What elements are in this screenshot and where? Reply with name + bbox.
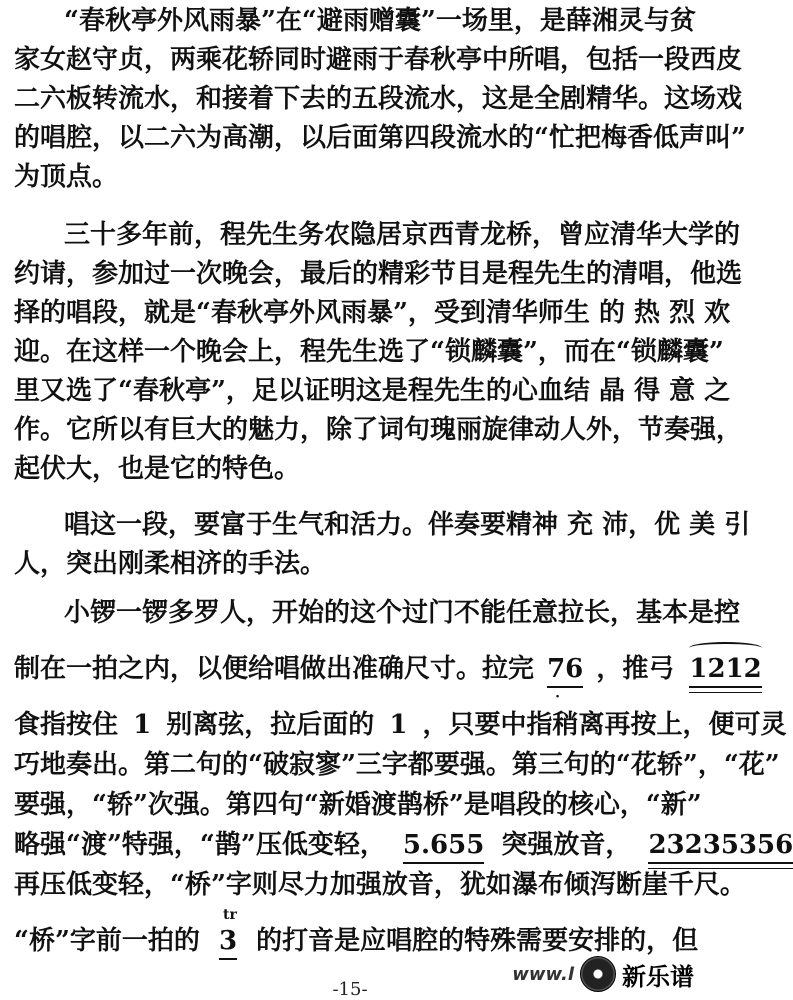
text-line-20 <box>14 828 793 864</box>
notation-1212-digits: 1212 <box>689 654 762 684</box>
text-line-7: 约请，参加过一次晚会，最后的精彩节目是程先生的清唱，他选 <box>14 259 743 289</box>
notation-76 <box>547 652 584 705</box>
notation-76-digits: 76 <box>547 654 584 684</box>
text-segment: 突强放音， <box>501 830 632 860</box>
notation-1: 1 <box>389 710 408 740</box>
text-line-21: 再压低变轻，“桥”字则尽力加强放音，犹如瀑布倾泻断崖千尺。 <box>14 870 746 900</box>
text-segment: ，只要中指稍离再按上，便可灵 <box>422 710 787 740</box>
text-line-18: 巧地奏出。第二句的“破寂寥”三字都要强。第三句的“花轿”，“花” <box>14 750 780 780</box>
text-segment: 略强“渡”特强，“鹊”压低变轻， <box>14 830 386 860</box>
notation-1: 1 <box>133 710 152 740</box>
text-line-3: 二六板转流水，和接着下去的五段流水，这是全剧精华。这场戏 <box>14 84 743 114</box>
notation-23235356: 23235356 <box>648 828 793 864</box>
trill-mark: tr <box>222 907 237 923</box>
text-segment: 食指按住 <box>14 710 119 740</box>
watermark-name: 新乐谱 <box>622 962 694 991</box>
text-line-17 <box>14 708 787 742</box>
text-line-6: 三十多年前，程先生务农隐居京西青龙桥，曾应清华大学的 <box>64 220 741 250</box>
text-segment: ，推弓 <box>596 654 675 684</box>
text-line-16 <box>14 652 762 705</box>
text-line-14: 人，突出刚柔相济的手法。 <box>14 549 327 579</box>
text-line-15: 小锣一锣多罗人，开始的这个过门不能任意拉长，基本是控 <box>64 598 741 628</box>
text-line-4: 的唱腔，以二六为高潮，以后面第四段流水的“忙把梅香低声叫” <box>14 123 746 153</box>
notation-3-trill <box>218 907 238 960</box>
text-segment: 别离弦，拉后面的 <box>166 710 375 740</box>
text-line-1: “春秋亭外风雨暴”在“避雨赠囊”一场里，是薛湘灵与贫 <box>64 6 696 36</box>
text-line-8: 择的唱段，就是“春秋亭外风雨暴”，受到清华师生 的 热 烈 欢 <box>14 298 731 328</box>
text-segment: 制在一拍之内，以便给唱做出准确尺寸。拉完 <box>14 654 535 684</box>
page-number: -15- <box>332 979 368 1000</box>
notation-3-digit: 3 <box>218 926 238 956</box>
watermark <box>512 952 694 996</box>
notation-76-low-dot: · <box>555 689 560 705</box>
text-line-2: 家女赵守贞，两乘花轿同时避雨于春秋亭中所唱，包括一段西皮 <box>14 45 743 75</box>
text-line-12: 起伏大，也是它的特色。 <box>14 454 301 484</box>
text-line-5: 为顶点。 <box>14 162 119 192</box>
text-line-13: 唱这一段，要富于生气和活力。伴奏要精神 充 沛，优 美 引 <box>64 510 751 540</box>
slur-mark <box>689 642 761 654</box>
text-segment: 的打音是应唱腔的特殊需要安排的，但 <box>256 926 699 956</box>
watermark-url: www.l <box>512 963 574 985</box>
text-line-11: 作。它所以有巨大的魅力，除了词句瑰丽旋律动人外，节奏强， <box>14 415 743 445</box>
text-line-9: 迎。在这样一个晚会上，程先生选了“锁麟囊”，而在“锁麟囊” <box>14 337 724 367</box>
text-line-19: 要强，“轿”次强。第四句“新婚渡鹊桥”是唱段的核心，“新” <box>14 790 702 820</box>
notation-1212 <box>689 652 761 688</box>
notation-5655: 5.655 <box>403 828 484 864</box>
record-disc-icon <box>580 956 616 992</box>
text-line-10: 里又选了“春秋亭”，足以证明这是程先生的心血结 晶 得 意 之 <box>14 376 731 406</box>
text-segment: “桥”字前一拍的 <box>14 926 200 956</box>
